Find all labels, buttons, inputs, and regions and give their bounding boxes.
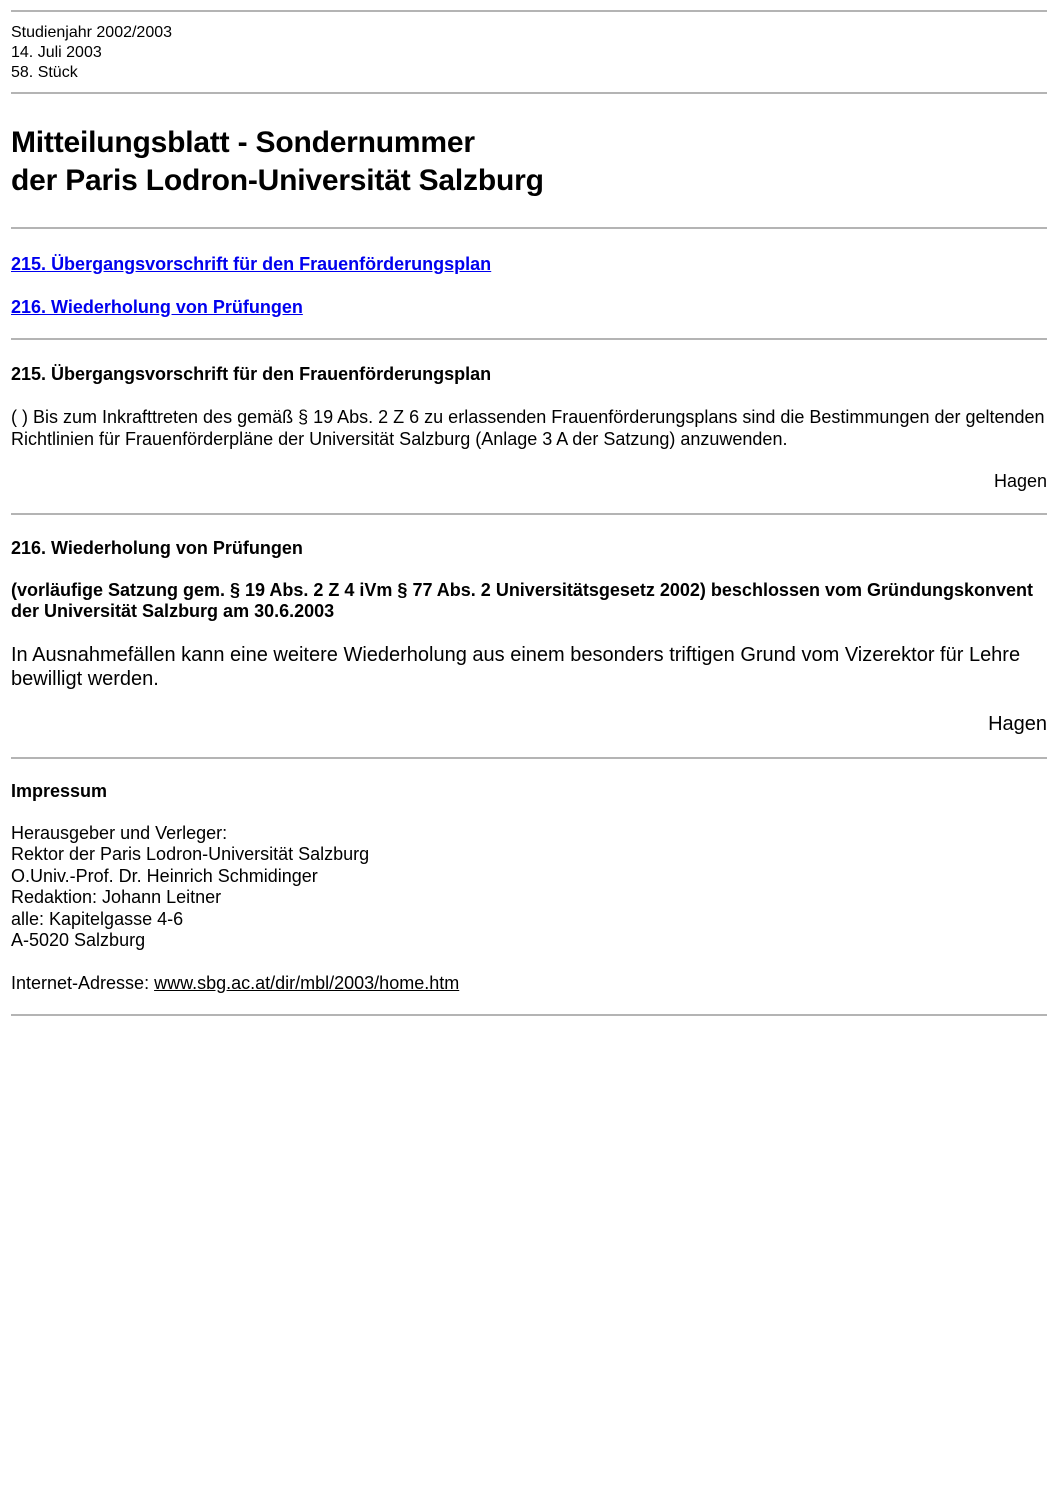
impressum-line: alle: Kapitelgasse 4-6 [11,909,184,929]
internet-address-link[interactable]: www.sbg.ac.at/dir/mbl/2003/home.htm [154,973,460,993]
section-215-body: ( ) Bis zum Inkrafttreten des gemäß § 19 Abs. 2 Z 6 zu erlassenden Frauenförderungsplans sind die Bestimmungen der geltenden Richtlinien für Frauenförderpläne der Universität Salzburg (Anlage 3 A der Satzung) anzuwenden. [11,407,1045,449]
divider [11,10,1047,12]
impressum-line: O.Univ.-Prof. Dr. Heinrich Schmidinger [11,866,318,886]
divider [11,338,1047,340]
divider [11,227,1047,229]
toc-item-216 [11,296,303,318]
toc-link-216[interactable]: 216. Wiederholung von Prüfungen [11,297,303,317]
impressum-line: Herausgeber und Verleger: [11,823,228,843]
divider [11,92,1047,94]
internet-address-label: Internet-Adresse: [11,973,155,993]
divider [11,1014,1047,1016]
issue-number: 58. Stück [11,64,78,81]
toc-link-215-number[interactable]: 215. [11,254,47,274]
study-year: Studienjahr 2002/2003 [11,24,173,41]
page-title-line2: der Paris Lodron-Universität Salzburg [11,164,544,197]
section-216-subheading: (vorläufige Satzung gem. § 19 Abs. 2 Z 4 iVm § 77 Abs. 2 Universitätsgesetz 2002) beschlossen vom Gründungskonvent der Universität Salzburg am 30.6.2003 [11,580,1033,621]
impressum-line: A-5020 Salzburg [11,930,146,950]
impressum-line: Rektor der Paris Lodron-Universität Salzburg [11,844,370,864]
divider [11,513,1047,515]
internet-address [11,973,459,994]
toc-link-215-title[interactable]: Übergangsvorschrift für den Frauenförderungsplan [51,254,492,274]
page-title-line1: Mitteilungsblatt - Sondernummer [11,126,475,159]
impressum-line: Redaktion: Johann Leitner [11,887,222,907]
toc-item-215 [11,253,491,275]
issue-date: 14. Juli 2003 [11,44,102,61]
section-216-heading: 216. Wiederholung von Prüfungen [11,538,303,558]
section-216-body: In Ausnahmefällen kann eine weitere Wiederholung aus einem besonders triftigen Grund vom Vizerektor für Lehre bewilligt werden. [11,644,1021,690]
section-215-heading: 215. Übergangsvorschrift für den Frauenförderungsplan [11,364,492,384]
section-216-signature: Hagen [988,713,1047,735]
impressum-heading: Impressum [11,781,108,801]
divider [11,757,1047,759]
section-215-signature: Hagen [993,471,1047,491]
